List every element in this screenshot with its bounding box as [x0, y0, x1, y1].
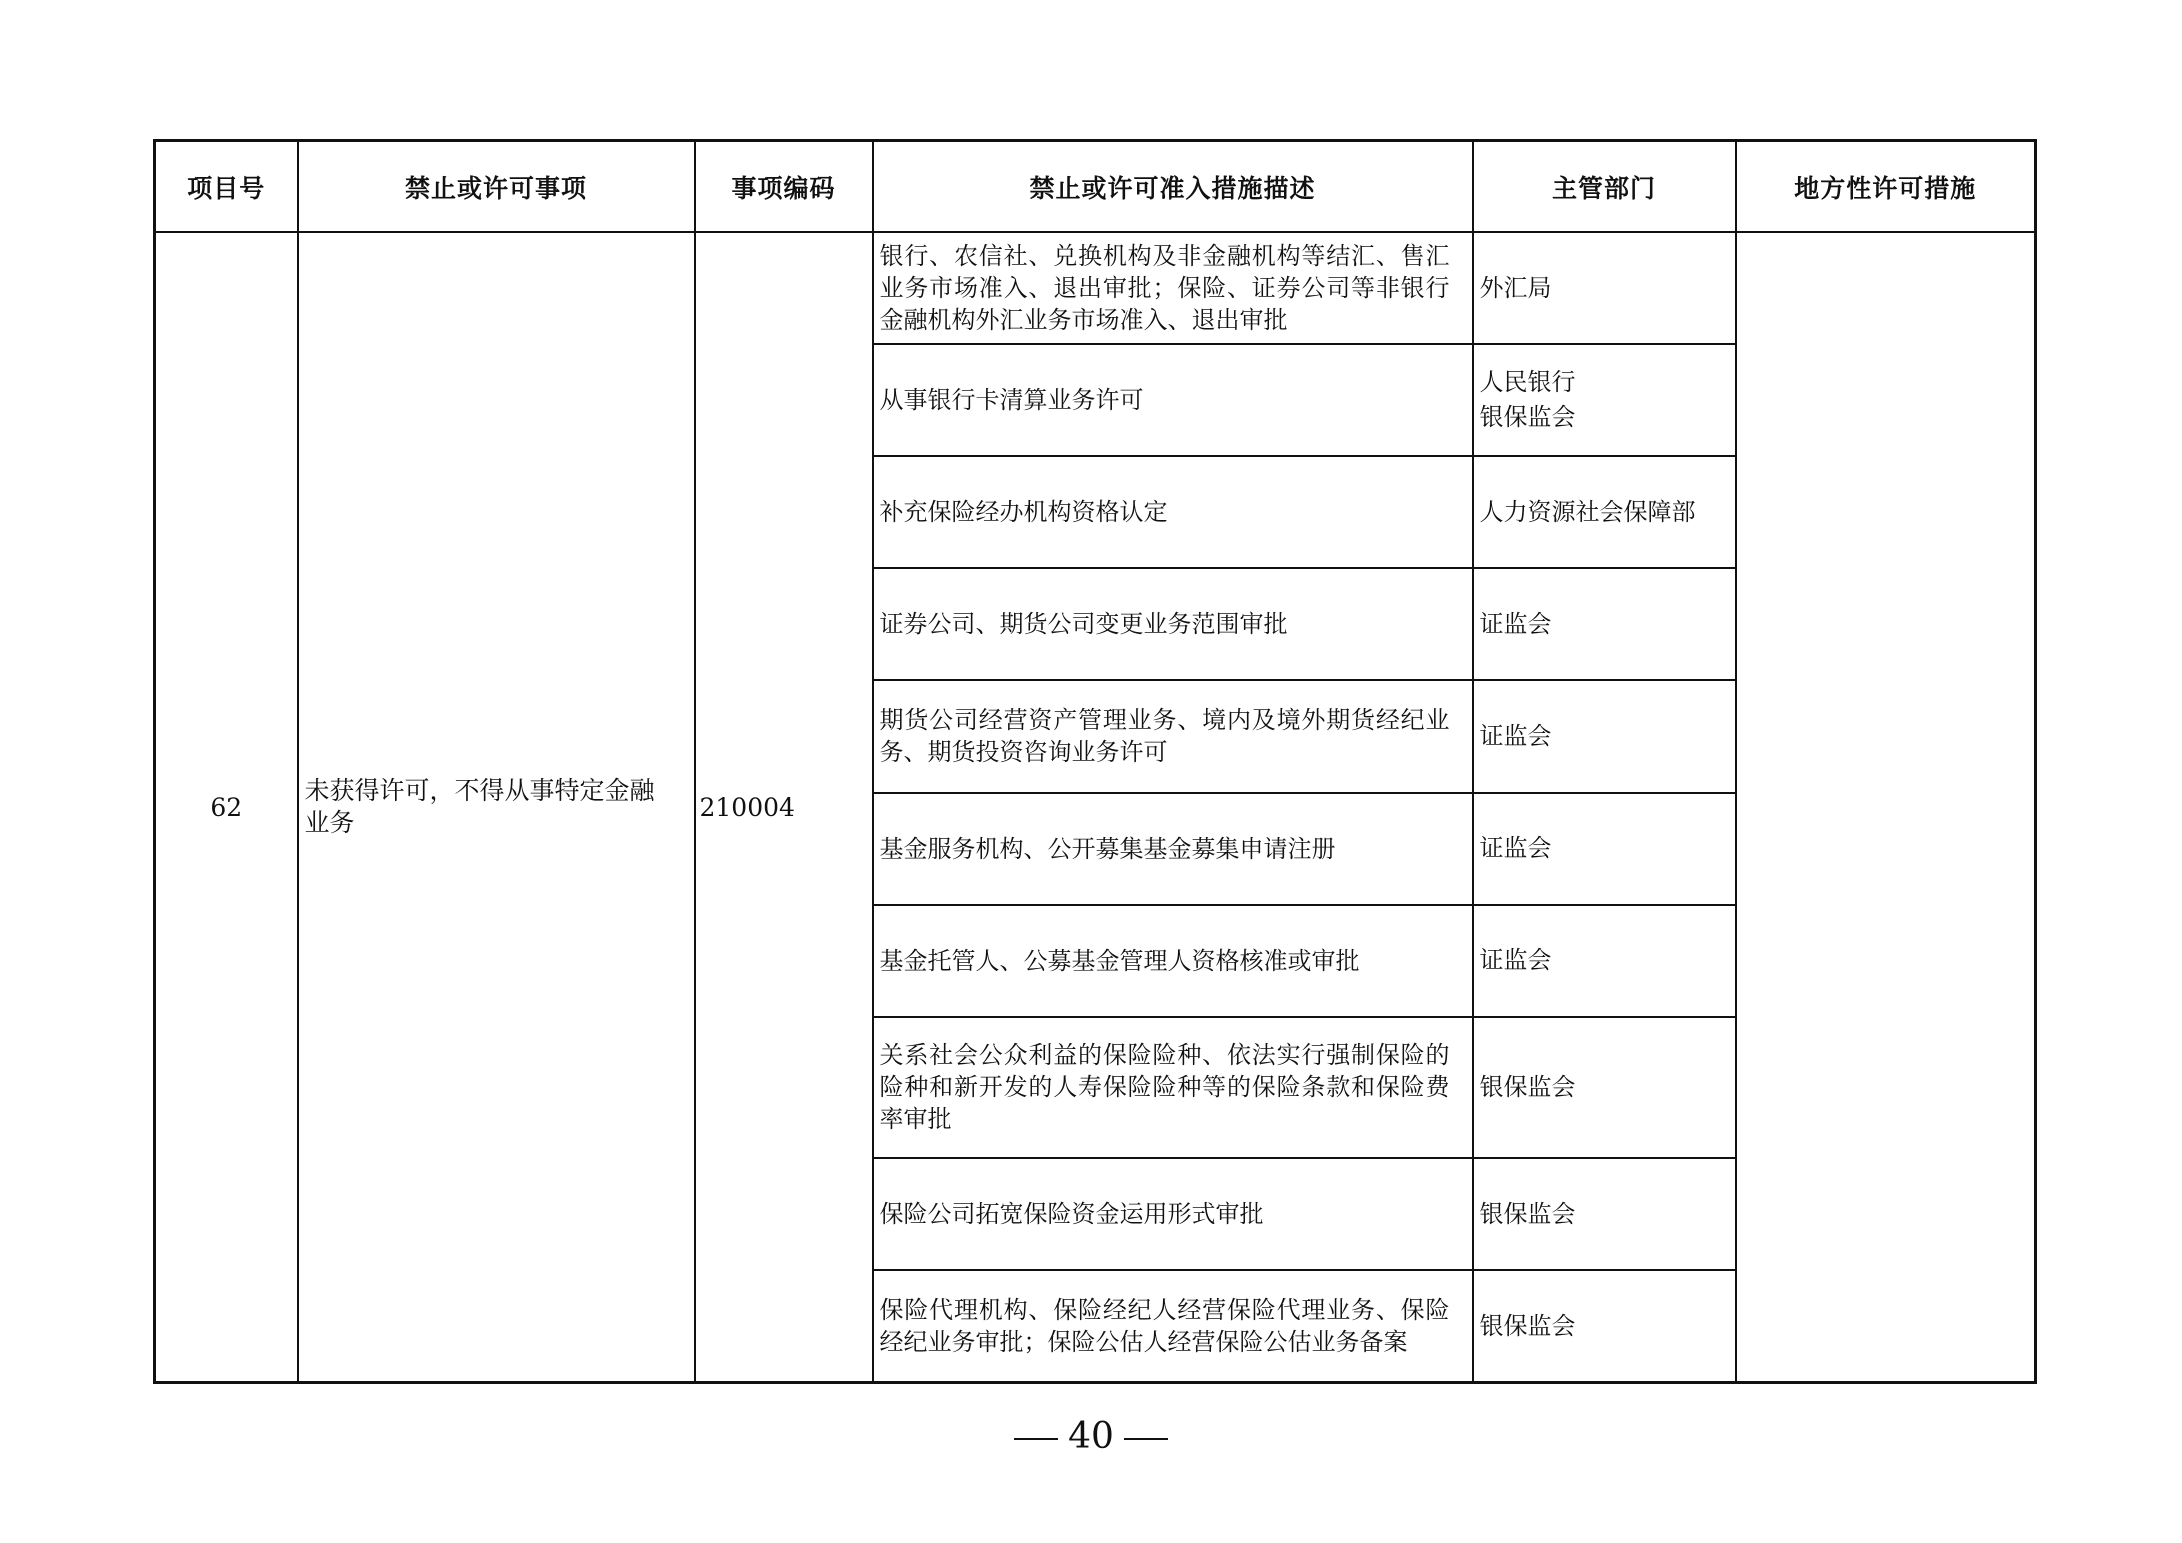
department-name: 银保监会: [1479, 1199, 1576, 1228]
code-cell: 210004: [695, 232, 873, 1383]
header-department: 主管部门: [1473, 141, 1736, 233]
header-local-measures: 地方性许可措施: [1736, 141, 2036, 233]
table-row: [155, 232, 2036, 344]
department-cell: [1473, 232, 1736, 344]
department-name: 银保监会: [1479, 1311, 1576, 1340]
department-cell: [1473, 905, 1736, 1017]
department-name: 证监会: [1479, 609, 1552, 638]
header-item-number: 项目号: [155, 141, 298, 233]
description-cell: 从事银行卡清算业务许可: [873, 344, 1473, 456]
description-cell: 补充保险经办机构资格认定: [873, 456, 1473, 568]
department-cell: [1473, 568, 1736, 680]
department-name: 银保监会: [1479, 403, 1576, 432]
description-cell: 关系社会公众利益的保险险种、依法实行强制保险的险种和新开发的人寿保险险种等的保险条款和保险费率审批: [873, 1017, 1473, 1158]
local-measures-cell: [1736, 232, 2036, 1383]
department-cell: [1473, 456, 1736, 568]
item-number-cell: 62: [155, 232, 298, 1383]
description-cell: 期货公司经营资产管理业务、境内及境外期货经纪业务、期货投资咨询业务许可: [873, 680, 1473, 792]
department-cell: [1473, 1017, 1736, 1158]
department-name: 人民银行: [1479, 368, 1576, 397]
department-cell: [1473, 680, 1736, 792]
header-code: 事项编码: [695, 141, 873, 233]
department-cell: [1473, 1270, 1736, 1382]
footer-dash-left: [1014, 1438, 1058, 1440]
description-cell: 证券公司、期货公司变更业务范围审批: [873, 568, 1473, 680]
table-header-row: [155, 141, 2036, 233]
description-cell: 基金服务机构、公开募集基金募集申请注册: [873, 793, 1473, 905]
description-cell: 基金托管人、公募基金管理人资格核准或审批: [873, 905, 1473, 1017]
department-name: 银保监会: [1479, 1072, 1576, 1101]
header-description: 禁止或许可准入措施描述: [873, 141, 1473, 233]
footer-dash-right: [1124, 1438, 1168, 1440]
description-cell: 银行、农信社、兑换机构及非金融机构等结汇、售汇业务市场准入、退出审批；保险、证券公司等非银行金融机构外汇业务市场准入、退出审批: [873, 232, 1473, 344]
table-body: [155, 232, 2036, 1383]
permit-table: [153, 139, 2037, 1384]
page-number: 40: [1068, 1416, 1114, 1457]
department-cell: [1473, 344, 1736, 456]
department-cell: [1473, 793, 1736, 905]
department-name: 证监会: [1479, 834, 1552, 863]
department-name: 人力资源社会保障部: [1479, 497, 1696, 526]
description-cell: 保险代理机构、保险经纪人经营保险代理业务、保险经纪业务审批；保险公估人经营保险公估业务备案: [873, 1270, 1473, 1382]
department-name: 外汇局: [1479, 273, 1552, 302]
department-name: 证监会: [1479, 946, 1552, 975]
page-footer: [0, 1416, 2182, 1457]
matter-cell: 未获得许可，不得从事特定金融业务: [298, 232, 695, 1383]
description-cell: 保险公司拓宽保险资金运用形式审批: [873, 1158, 1473, 1270]
department-cell: [1473, 1158, 1736, 1270]
header-matter: 禁止或许可事项: [298, 141, 695, 233]
department-name: 证监会: [1479, 721, 1552, 750]
